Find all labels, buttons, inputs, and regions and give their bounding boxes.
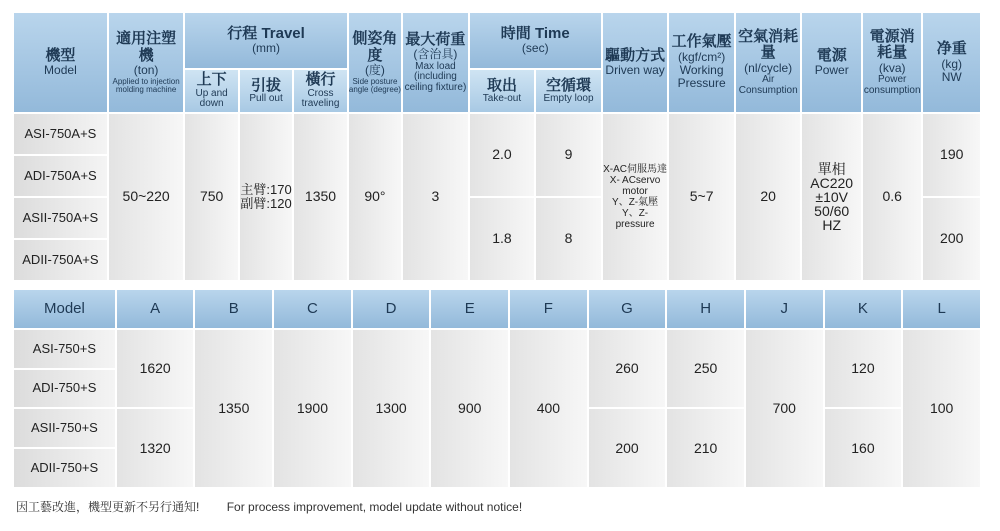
header-pressure-unit: (kgf/cm²) — [677, 49, 726, 64]
emptyloop-value: 8 — [536, 198, 601, 280]
header-stroke-title: 行程 Travel — [227, 24, 305, 42]
header-drive — [603, 13, 668, 112]
power-value: 單相 AC220 ±10V 50/60 HZ — [802, 114, 860, 280]
header-time-title: 時間 Time — [500, 24, 570, 42]
header-updown-zh: 上下 — [196, 71, 227, 89]
drive-value: X-AC伺服馬達 X- ACservo motor Y、Z-氣壓 Y、Z-pressure — [603, 114, 668, 280]
header-machine-unit: (ton) — [133, 63, 159, 78]
header-cross-zh: 橫行 — [305, 71, 336, 89]
header-machine-en: Applied to injection molding machine — [112, 76, 180, 94]
weight-value: 200 — [923, 198, 980, 280]
dim-a-value: 1320 — [117, 409, 194, 487]
updown-value: 750 — [185, 114, 237, 280]
dim-model-cell: ASII-750+S — [14, 409, 115, 447]
dim-header-c: C — [274, 290, 351, 328]
machine-value: 50~220 — [109, 114, 184, 280]
header-posture-zh: 側姿角度 — [352, 30, 398, 64]
dim-header-f: F — [510, 290, 587, 328]
header-power-consumption-zh: 電源消耗量 — [869, 27, 915, 62]
dim-b-value: 1350 — [195, 330, 272, 487]
model-cell: ADI-750A+S — [14, 156, 107, 196]
header-power — [802, 13, 860, 112]
header-pull-en: Pull out — [249, 93, 283, 104]
header-power-consumption-unit: (kva) — [878, 60, 906, 75]
dim-f-value: 400 — [510, 330, 587, 487]
header-machine — [109, 13, 184, 112]
header-model-en: Model — [44, 63, 77, 78]
footnote-en: For process improvement, model update without notice! — [226, 500, 523, 514]
pull-value: 主臂:170 副臂:120 — [240, 114, 292, 280]
model-cell: ASII-750A+S — [14, 198, 107, 238]
header-power-consumption-en: Power consumption — [863, 74, 921, 96]
header-posture-en: Side posture angle (degree) — [348, 76, 401, 94]
header-pressure — [669, 13, 734, 112]
header-power-zh: 電源 — [816, 46, 847, 64]
header-takeout-zh: 取出 — [486, 76, 517, 94]
header-updown-en: Up and down — [195, 87, 228, 110]
header-air-en: Air Consumption — [738, 74, 798, 96]
dim-model-cell: ADII-750+S — [14, 449, 115, 487]
spec-table — [12, 11, 982, 282]
header-stroke — [185, 13, 346, 68]
header-power-consumption — [863, 13, 921, 112]
dim-c-value: 1900 — [274, 330, 351, 487]
dimension-table — [12, 288, 982, 489]
header-weight — [923, 13, 980, 112]
footnote-zh: 因工藝改進，機型更新不另行通知! — [16, 500, 200, 514]
dim-h-value: 250 — [667, 330, 744, 408]
header-emptyloop-zh: 空循環 — [546, 76, 592, 94]
dim-header-a: A — [117, 290, 194, 328]
header-air — [736, 13, 801, 112]
header-takeout-en: Take-out — [482, 93, 522, 104]
header-load-en: Max load (including ceiling fixture) — [404, 60, 467, 93]
dim-header-h: H — [667, 290, 744, 328]
dim-header-e: E — [431, 290, 508, 328]
model-cell: ASI-750A+S — [14, 114, 107, 154]
header-time — [470, 13, 601, 68]
header-machine-zh: 適用注塑機 — [116, 30, 177, 64]
dim-header-k: K — [825, 290, 902, 328]
dim-header-j: J — [746, 290, 823, 328]
dim-j-value: 700 — [746, 330, 823, 487]
dim-k-value: 120 — [825, 330, 902, 408]
header-drive-zh: 驅動方式 — [605, 46, 666, 64]
dim-header-b: B — [195, 290, 272, 328]
dim-header-model: Model — [14, 290, 115, 328]
header-time-unit: (sec) — [521, 41, 549, 56]
dim-header-g: G — [589, 290, 666, 328]
footnote — [16, 498, 546, 515]
emptyloop-value: 9 — [536, 114, 601, 196]
header-emptyloop — [536, 70, 601, 112]
header-pressure-zh: 工作氣壓 — [671, 33, 732, 51]
air-value: 20 — [736, 114, 801, 280]
dim-a-value: 1620 — [117, 330, 194, 408]
dim-h-value: 210 — [667, 409, 744, 487]
header-model-zh: 機型 — [45, 46, 76, 64]
header-weight-zh: 净重 — [936, 40, 967, 58]
takeout-value: 2.0 — [470, 114, 535, 196]
header-air-zh: 空氣消耗量 — [738, 27, 799, 62]
header-load-zh: 最大荷重 — [405, 30, 466, 48]
dim-g-value: 200 — [589, 409, 666, 487]
header-model — [14, 13, 107, 112]
header-load-unit: (含治具) — [413, 47, 458, 62]
dim-e-value: 900 — [431, 330, 508, 487]
dim-g-value: 260 — [589, 330, 666, 408]
takeout-value: 1.8 — [470, 198, 535, 280]
power-consumption-value: 0.6 — [863, 114, 921, 280]
header-weight-en: NW — [941, 69, 962, 84]
model-cell: ADII-750A+S — [14, 240, 107, 280]
header-air-unit: (nl/cycle) — [744, 60, 793, 75]
dim-k-value: 160 — [825, 409, 902, 487]
load-value: 3 — [403, 114, 468, 280]
posture-value: 90° — [349, 114, 401, 280]
header-cross-en: Cross traveling — [301, 87, 340, 110]
header-stroke-unit: (mm) — [252, 41, 281, 56]
cross-value: 1350 — [294, 114, 346, 280]
header-drive-en: Driven way — [605, 63, 665, 78]
pressure-value: 5~7 — [669, 114, 734, 280]
weight-value: 190 — [923, 114, 980, 196]
header-emptyloop-en: Empty loop — [543, 93, 594, 104]
dim-model-cell: ADI-750+S — [14, 370, 115, 408]
dim-d-value: 1300 — [353, 330, 430, 487]
dim-model-cell: ASI-750+S — [14, 330, 115, 368]
header-posture — [349, 13, 401, 112]
dim-header-l: L — [903, 290, 980, 328]
header-power-en: Power — [814, 63, 849, 78]
header-weight-unit: (kg) — [941, 56, 963, 71]
header-pull — [240, 70, 292, 112]
header-posture-unit: (度) — [364, 63, 385, 78]
header-pressure-en: Working Pressure — [677, 63, 726, 91]
dim-header-d: D — [353, 290, 430, 328]
header-updown — [185, 70, 237, 112]
header-pull-zh: 引拔 — [251, 76, 282, 94]
header-load — [403, 13, 468, 112]
header-takeout — [470, 70, 535, 112]
header-cross — [294, 70, 346, 112]
dim-l-value: 100 — [903, 330, 980, 487]
